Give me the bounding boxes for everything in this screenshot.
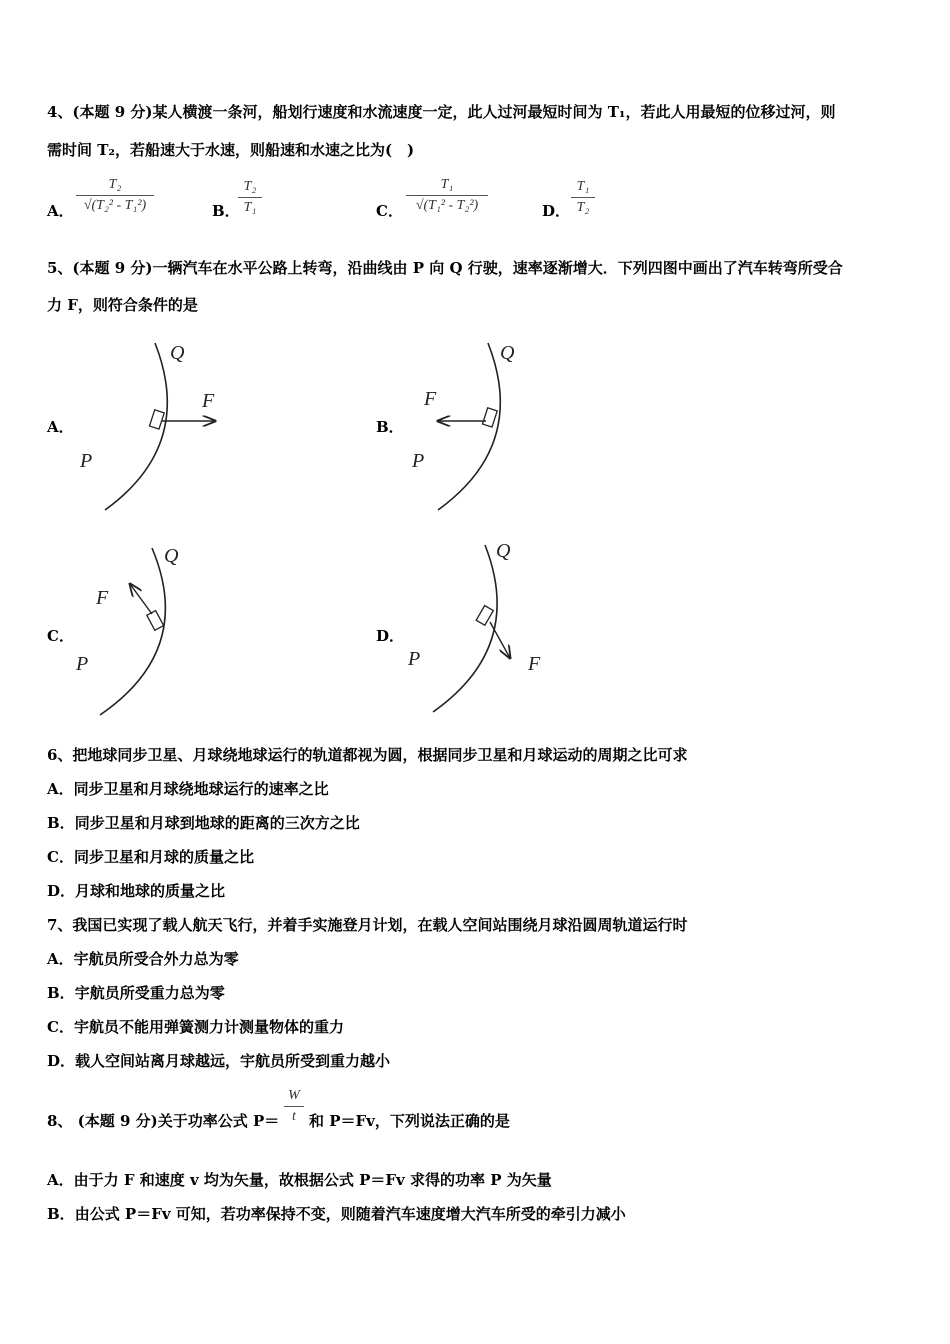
q7-option-b[interactable]: B．宇航员所受重力总为零 <box>47 984 225 1002</box>
q5-option-d-label[interactable]: D． <box>376 627 405 645</box>
q8-option-b[interactable]: B．由公式 P＝Fv 可知，若功率保持不变，则随着汽车速度增大汽车所受的牵引力减小 <box>47 1205 626 1223</box>
q4-option-b-fraction <box>238 178 262 217</box>
q4-option-c-label[interactable]: C． <box>376 202 403 220</box>
q5-option-d-diagram <box>400 537 590 722</box>
q5-a-car <box>149 410 164 429</box>
q5-a-label-f: F <box>202 390 215 412</box>
q5-option-c-label[interactable]: C． <box>47 627 74 645</box>
q8-option-a[interactable]: A．由于力 F 和速度 v 均为矢量，故根据公式 P＝Fv 求得的功率 P 为矢量 <box>47 1171 552 1189</box>
q8-fraction-denominator: t <box>292 1109 296 1124</box>
q4-option-d-denominator: T₂ <box>576 200 590 215</box>
q5-b-label-q: Q <box>500 342 515 364</box>
q5-d-label-p: P <box>408 648 421 670</box>
q4-option-b-denominator: T₁ <box>243 200 257 215</box>
q6-option-b[interactable]: B．同步卫星和月球到地球的距离的三次方之比 <box>47 814 360 832</box>
q7-stem: 7、我国已实现了载人航天飞行，并着手实施登月计划，在载人空间站围绕月球沿圆周轨道运行时 <box>47 916 688 934</box>
q5-stem-line2: 力 F，则符合条件的是 <box>47 296 198 314</box>
q4-option-b-label[interactable]: B． <box>212 202 240 220</box>
q4-stem-line2: 需时间 T₂，若船速大于水速，则船速和水速之比为( ) <box>47 141 415 159</box>
q5-c-car <box>147 611 164 631</box>
q5-a-label-p: P <box>80 450 93 472</box>
q4-option-b-numerator: T₂ <box>243 179 257 194</box>
q6-option-d[interactable]: D．月球和地球的质量之比 <box>47 882 226 900</box>
q5-option-b-diagram <box>400 335 590 520</box>
q5-b-label-f: F <box>424 388 437 410</box>
q5-c-label-p: P <box>76 653 89 675</box>
q4-option-a-fraction <box>76 176 154 215</box>
q8-fraction-numerator: W <box>288 1088 300 1103</box>
q5-d-force-arrow <box>490 622 510 658</box>
q5-option-b-label[interactable]: B． <box>376 418 404 436</box>
q4-option-a-label[interactable]: A． <box>47 202 74 220</box>
q7-option-a[interactable]: A．宇航员所受合外力总为零 <box>47 950 239 968</box>
q7-option-d[interactable]: D．载人空间站离月球越远，宇航员所受到重力越小 <box>47 1052 391 1070</box>
q5-option-a-diagram <box>70 335 260 520</box>
q5-d-label-f: F <box>528 653 541 675</box>
q8-power-fraction <box>284 1087 304 1126</box>
q4-option-d-label[interactable]: D． <box>542 202 571 220</box>
q5-c-force-arrow <box>130 584 152 614</box>
q5-c-label-q: Q <box>164 545 179 567</box>
q5-d-path-curve <box>433 545 497 712</box>
q8-stem-b: 和 P＝Fv，下列说法正确的是 <box>309 1112 510 1130</box>
q5-option-c-diagram <box>70 540 260 725</box>
q5-b-car <box>482 408 497 427</box>
q5-a-label-q: Q <box>170 342 185 364</box>
q4-option-c-denominator: √(T₁² - T₂²) <box>415 198 479 213</box>
q4-option-d-numerator: T₁ <box>576 179 590 194</box>
q4-option-c-numerator: T₁ <box>440 177 454 192</box>
q8-stem-a: 8、 (本题 9 分)关于功率公式 P＝ <box>47 1112 280 1130</box>
q5-d-label-q: Q <box>496 540 511 562</box>
q5-c-path-curve <box>100 548 165 715</box>
q4-option-c-fraction <box>406 176 488 215</box>
q5-b-label-p: P <box>412 450 425 472</box>
q6-stem: 6、把地球同步卫星、月球绕地球运行的轨道都视为圆，根据同步卫星和月球运动的周期之比可求 <box>47 746 688 764</box>
q4-option-a-denominator: √(T₂² - T₁²) <box>83 198 147 213</box>
q4-stem-line1: 4、(本题 9 分)某人横渡一条河，船划行速度和水流速度一定，此人过河最短时间为 T₁，若此人用最短的位移过河，则 <box>47 103 836 121</box>
q5-c-label-f: F <box>96 587 109 609</box>
q6-option-c[interactable]: C．同步卫星和月球的质量之比 <box>47 848 254 866</box>
q4-option-d-fraction <box>571 178 595 217</box>
q5-option-a-label[interactable]: A． <box>47 418 74 436</box>
q4-option-a-numerator: T₂ <box>108 177 122 192</box>
q7-option-c[interactable]: C．宇航员不能用弹簧测力计测量物体的重力 <box>47 1018 344 1036</box>
q6-option-a[interactable]: A．同步卫星和月球绕地球运行的速率之比 <box>47 780 329 798</box>
q5-stem-line1: 5、(本题 9 分)一辆汽车在水平公路上转弯，沿曲线由 P 向 Q 行驶，速率逐渐增大．下列四图中画出了汽车转弯所受合 <box>47 259 843 277</box>
